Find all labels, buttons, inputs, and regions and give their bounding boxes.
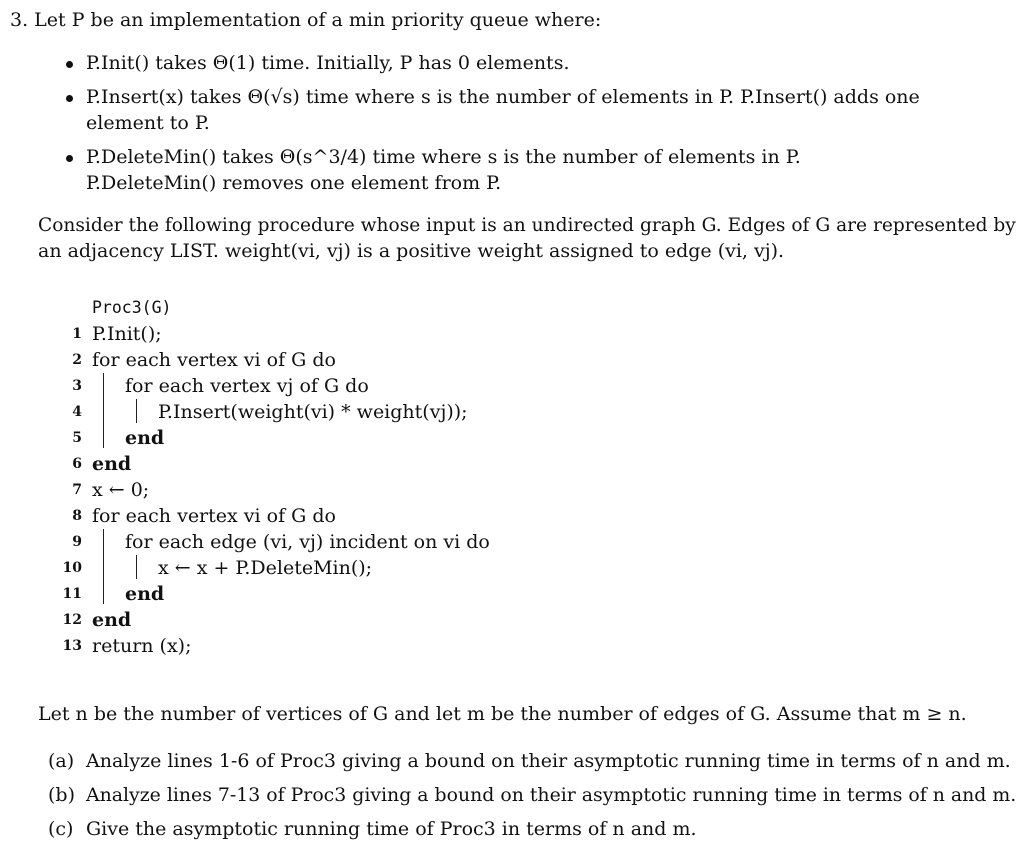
question-label: (a)	[48, 750, 75, 772]
line-number: 12	[62, 612, 82, 628]
line-number: 6	[72, 456, 82, 472]
line-number: 11	[62, 586, 82, 602]
algorithm-line-10: x ← x + P.DeleteMin();	[158, 557, 373, 579]
algorithm-line-8: for each vertex vi of G do	[92, 505, 336, 527]
bullet-3-line1: P.DeleteMin() takes Θ(s^3/4) time where s is the number of elements in P.	[86, 146, 801, 168]
line-number: 3	[72, 378, 82, 394]
algorithm-line-7: x ← 0;	[92, 479, 150, 501]
algorithm-title: Proc3(G)	[92, 298, 172, 317]
algorithm-line-11: end	[125, 583, 165, 605]
algorithm-line-12: end	[92, 609, 132, 631]
question-label: (b)	[48, 784, 75, 806]
algorithm-line-3: for each vertex vj of G do	[125, 375, 369, 397]
algorithm-line-6: end	[92, 453, 132, 475]
questions-intro: Let n be the number of vertices of G and let m be the number of edges of G. Assume that m ≥ n.	[38, 703, 967, 725]
algorithm-line-4: P.Insert(weight(vi) * weight(vj));	[158, 401, 468, 423]
line-number: 5	[72, 430, 82, 446]
line-number: 1	[72, 326, 82, 342]
line-number: 2	[72, 352, 82, 368]
bullet-icon	[66, 155, 73, 162]
loop-block-bar	[136, 399, 137, 423]
problem-header: 3. Let P be an implementation of a min priority queue where:	[10, 9, 602, 31]
loop-block-bar	[103, 373, 104, 448]
paragraph-line1: Consider the following procedure whose input is an undirected graph G. Edges of G are represented by	[38, 214, 1016, 236]
paragraph-line2: an adjacency LIST. weight(vi, vj) is a positive weight assigned to edge (vi, vj).	[38, 240, 785, 262]
bullet-1: P.Init() takes Θ(1) time. Initially, P has 0 elements.	[86, 52, 570, 74]
algorithm-line-1: P.Init();	[92, 323, 162, 345]
line-number: 13	[62, 638, 82, 654]
bullet-icon	[66, 95, 73, 102]
bullet-3-line2: P.DeleteMin() removes one element from P.	[86, 172, 502, 194]
bullet-2-line2: element to P.	[86, 112, 210, 134]
loop-block-bar	[103, 529, 104, 604]
algorithm-line-2: for each vertex vi of G do	[92, 349, 336, 371]
algorithm-line-5: end	[125, 427, 165, 449]
line-number: 8	[72, 508, 82, 524]
line-number: 7	[72, 482, 82, 498]
line-number: 4	[72, 404, 82, 420]
question-c: Give the asymptotic running time of Proc3 in terms of n and m.	[86, 818, 697, 840]
loop-block-bar	[136, 555, 137, 579]
line-number: 9	[72, 534, 82, 550]
question-a: Analyze lines 1-6 of Proc3 giving a bound on their asymptotic running time in terms of n and m.	[86, 750, 1011, 772]
question-label: (c)	[48, 818, 74, 840]
question-b: Analyze lines 7-13 of Proc3 giving a bound on their asymptotic running time in terms of n and m.	[86, 784, 1017, 806]
bullet-icon	[66, 61, 73, 68]
line-number: 10	[62, 560, 82, 576]
algorithm-line-13: return (x);	[92, 635, 192, 657]
bullet-2-line1: P.Insert(x) takes Θ(√s) time where s is the number of elements in P. P.Insert() adds one	[86, 86, 920, 108]
algorithm-line-9: for each edge (vi, vj) incident on vi do	[125, 531, 490, 553]
